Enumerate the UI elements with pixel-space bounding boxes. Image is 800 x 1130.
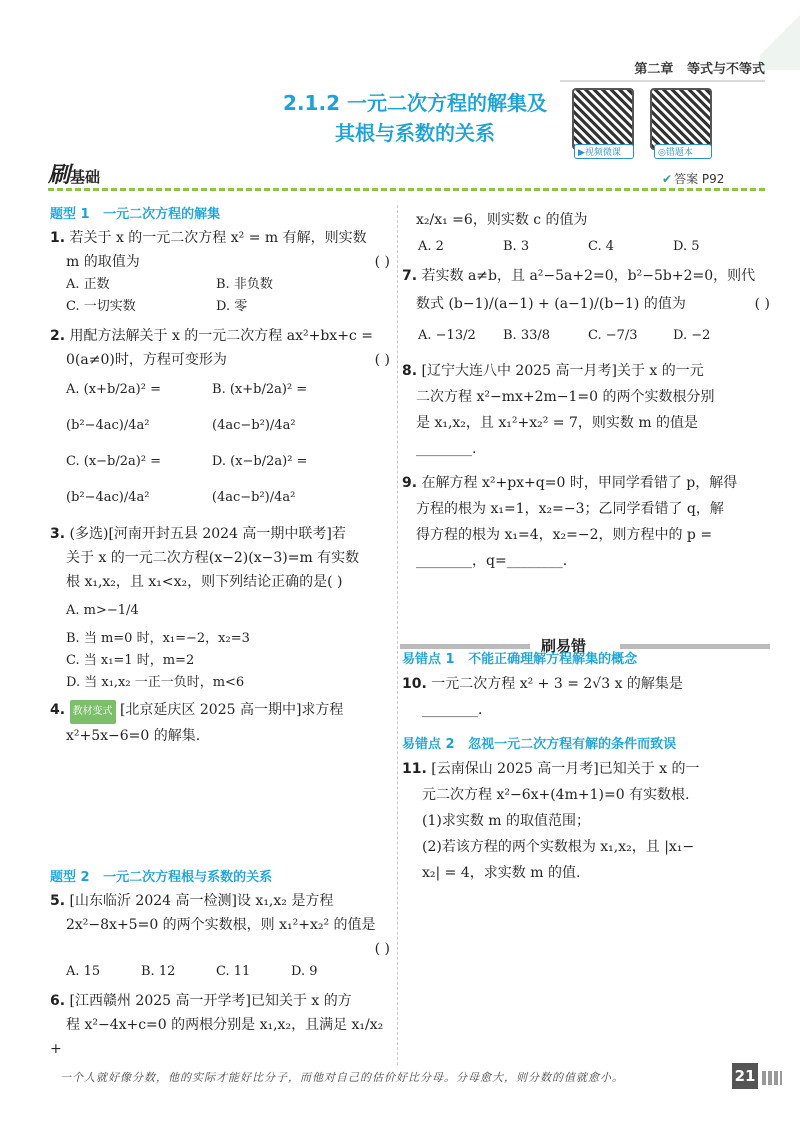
- question-3: [50, 522, 390, 694]
- q11-line4: (2)若该方程的两个实数根为 x₁,x₂，且 |x₁−: [422, 839, 695, 855]
- q4-number: 4.: [50, 702, 66, 718]
- lesson-title: [255, 88, 575, 148]
- q2-line1: 用配方法解关于 x 的一元二次方程 ax²+bx+c =: [69, 328, 373, 344]
- q8-answer-blank[interactable]: ________.: [416, 441, 477, 457]
- q9-answer-blanks[interactable]: ________，q=________.: [416, 553, 568, 569]
- question-11: [402, 756, 770, 886]
- q9-line2: 方程的根为 x₁=1，x₂=−3；乙同学看错了 q，解: [416, 501, 724, 517]
- q1-option-b: B. 非负数: [216, 277, 273, 292]
- q5-option-a: A. 15: [66, 964, 101, 979]
- right-column: [402, 208, 770, 574]
- section-header-small: 基础: [70, 168, 101, 186]
- q3-option-a: A. m>−1/4: [66, 603, 139, 618]
- qr-code-icon: [650, 88, 712, 150]
- q1-answer-paren: ( ): [374, 254, 390, 270]
- err1-title: 不能正确理解方程解集的概念: [468, 652, 638, 667]
- q6-line1: [江西赣州 2025 高一开学考]已知关于 x 的方: [69, 993, 352, 1009]
- q7-option-b: B. 33/8: [503, 328, 551, 343]
- q6-line2: 程 x²−4x+c=0 的两根分别是 x₁,x₂，且满足 x₁/x₂ +: [50, 1017, 384, 1057]
- q5-number: 5.: [50, 893, 66, 909]
- err2-heading: [402, 733, 770, 752]
- q3-line2: 关于 x 的一元二次方程(x−2)(x−3)=m 有实数: [66, 550, 360, 566]
- q6-option-c: C. 4: [588, 239, 615, 254]
- q9-line1: 在解方程 x²+px+q=0 时，甲同学看错了 p，解得: [421, 475, 738, 491]
- lesson-title-line2: 其根与系数的关系: [335, 121, 495, 145]
- q3-line3: 根 x₁,x₂，且 x₁<x₂，则下列结论正确的是( ): [66, 574, 343, 590]
- q6-cont-line1: x₂/x₁ =6，则实数 c 的值为: [416, 212, 588, 228]
- qr-video[interactable]: [572, 88, 634, 159]
- chapter-header: [560, 58, 765, 82]
- qr-video-label: ▶视频微课: [574, 144, 634, 159]
- type1-label: 题型 1: [50, 207, 90, 222]
- q3-option-d: D. 当 x₁,x₂ 一正一负时，m<6: [66, 675, 245, 690]
- q7-line2: 数式 (b−1)/(a−1) + (a−1)/(b−1) 的值为: [416, 296, 686, 312]
- chapter-number: 第二章: [634, 62, 674, 77]
- right-column-errors: [402, 648, 770, 886]
- q7-option-a: A. −13/2: [418, 328, 476, 343]
- q8-line3: 是 x₁,x₂，且 x₁²+x₂² = 7，则实数 m 的值是: [416, 415, 699, 431]
- q1-option-c: C. 一切实数: [66, 299, 136, 314]
- q8-line1: [辽宁大连八中 2025 高一月考]关于 x 的一元: [421, 363, 704, 379]
- page-corner: [760, 0, 800, 70]
- answer-reference-text: 答案 P92: [674, 172, 725, 186]
- section-divider: [48, 188, 768, 191]
- err1-label: 易错点 1: [402, 652, 455, 667]
- question-5: [50, 889, 390, 983]
- footer-quote: 一个人就好像分数，他的实际才能好比分子，而他对自己的估价好比分母。分母愈大，则分数的值就愈小。: [60, 1071, 624, 1084]
- q2-option-a: A. (x+b/2a)² = (b²−4ac)/4a²: [66, 382, 161, 433]
- q4-line1: [北京延庆区 2025 高一期中]求方程: [119, 702, 344, 718]
- q10-answer-blank[interactable]: ________.: [422, 702, 483, 718]
- answer-reference: [662, 170, 724, 187]
- q9-number: 9.: [402, 475, 418, 491]
- question-2: [50, 324, 390, 516]
- err2-label: 易错点 2: [402, 737, 455, 752]
- q10-number: 10.: [402, 676, 427, 692]
- q2-option-d: D. (x−b/2a)² = (4ac−b²)/4a²: [211, 454, 308, 505]
- type1-title: 一元二次方程的解集: [103, 207, 221, 222]
- q6-option-b: B. 3: [503, 239, 530, 254]
- q4-line2: x²+5x−6=0 的解集.: [66, 728, 201, 744]
- q8-line2: 二次方程 x²−mx+2m−1=0 的两个实数根分别: [416, 389, 715, 405]
- q7-answer-paren: ( ): [754, 296, 770, 312]
- type1-heading: [50, 203, 390, 222]
- left-column: [50, 203, 390, 1061]
- q1-option-d: D. 零: [216, 299, 248, 314]
- q1-line2: m 的取值为: [66, 254, 140, 270]
- q8-number: 8.: [402, 363, 418, 379]
- q2-answer-paren: ( ): [374, 352, 390, 368]
- q1-option-a: A. 正数: [66, 277, 110, 292]
- q7-option-c: C. −7/3: [588, 328, 638, 343]
- lesson-title-line1: 2.1.2 一元二次方程的解集及: [283, 91, 547, 115]
- q1-number: 1.: [50, 230, 66, 246]
- qr-wrongbook-label: ◎错题本: [654, 144, 712, 159]
- question-9: [402, 470, 770, 574]
- q5-option-d: D. 9: [291, 964, 318, 979]
- q3-option-b: B. 当 m=0 时，x₁=−2，x₂=3: [66, 631, 250, 646]
- q6-option-d: D. 5: [673, 239, 700, 254]
- q5-option-c: C. 11: [216, 964, 251, 979]
- q7-number: 7.: [402, 268, 418, 284]
- section-header-basic: [48, 158, 100, 189]
- q3-number: 3.: [50, 526, 66, 542]
- q5-answer-paren: ( ): [374, 941, 390, 957]
- page-number: 21: [732, 1063, 758, 1089]
- q2-option-b: B. (x+b/2a)² = (4ac−b²)/4a²: [212, 382, 308, 433]
- q5-option-b: B. 12: [141, 964, 176, 979]
- question-10: [402, 671, 770, 723]
- q11-line5: x₂| = 4，求实数 m 的值.: [422, 865, 581, 881]
- q6-number: 6.: [50, 993, 66, 1009]
- err2-title: 忽视一元二次方程有解的条件而致误: [468, 737, 677, 752]
- q3-line1: (多选)[河南开封五县 2024 高一期中联考]若: [69, 526, 346, 542]
- textbook-variant-tag: 教材变式: [70, 700, 116, 724]
- chapter-title: 等式与不等式: [686, 62, 765, 77]
- question-6: [50, 989, 390, 1061]
- q3-option-c: C. 当 x₁=1 时，m=2: [66, 653, 195, 668]
- type2-heading: [50, 866, 390, 885]
- q6-option-a: A. 2: [418, 239, 444, 254]
- q10-line1: 一元二次方程 x² + 3 = 2√3 x 的解集是: [431, 676, 683, 692]
- question-4: [50, 698, 390, 748]
- page-number-decoration: [762, 1071, 782, 1085]
- q5-line2: 2x²−8x+5=0 的两个实数根，则 x₁²+x₂² 的值是: [66, 917, 376, 933]
- check-icon: ✔: [662, 172, 673, 186]
- question-7: [402, 264, 770, 352]
- type2-title: 一元二次方程根与系数的关系: [103, 870, 273, 885]
- section-errors-label: 刷易错: [535, 635, 592, 656]
- q9-line3: 得方程的根为 x₁=4，x₂=−2，则方程中的 p =: [416, 527, 713, 543]
- section-header-big: 刷: [48, 163, 71, 188]
- q11-number: 11.: [402, 761, 427, 777]
- q7-option-d: D. −2: [673, 328, 711, 343]
- q11-line3: (1)求实数 m 的取值范围；: [422, 813, 591, 829]
- q11-line1: [云南保山 2025 高一月考]已知关于 x 的一: [431, 761, 700, 777]
- type2-label: 题型 2: [50, 870, 90, 885]
- q1-line1: 若关于 x 的一元二次方程 x² = m 有解，则实数: [69, 230, 367, 246]
- question-1: [50, 226, 390, 318]
- q2-number: 2.: [50, 328, 66, 344]
- qr-wrongbook[interactable]: [650, 88, 712, 159]
- q11-line2: 元二次方程 x²−6x+(4m+1)=0 有实数根.: [422, 787, 690, 803]
- err1-heading: [402, 648, 770, 667]
- question-6-continued: [402, 208, 770, 258]
- qr-code-icon: [572, 88, 634, 150]
- q5-line1: [山东临沂 2024 高一检测]设 x₁,x₂ 是方程: [69, 893, 334, 909]
- q2-option-c: C. (x−b/2a)² = (b²−4ac)/4a²: [66, 454, 162, 505]
- q2-line2: 0(a≠0)时，方程可变形为: [66, 352, 227, 368]
- question-8: [402, 358, 770, 462]
- column-divider: [397, 205, 398, 1065]
- q7-line1: 若实数 a≠b，且 a²−5a+2=0，b²−5b+2=0，则代: [421, 268, 756, 284]
